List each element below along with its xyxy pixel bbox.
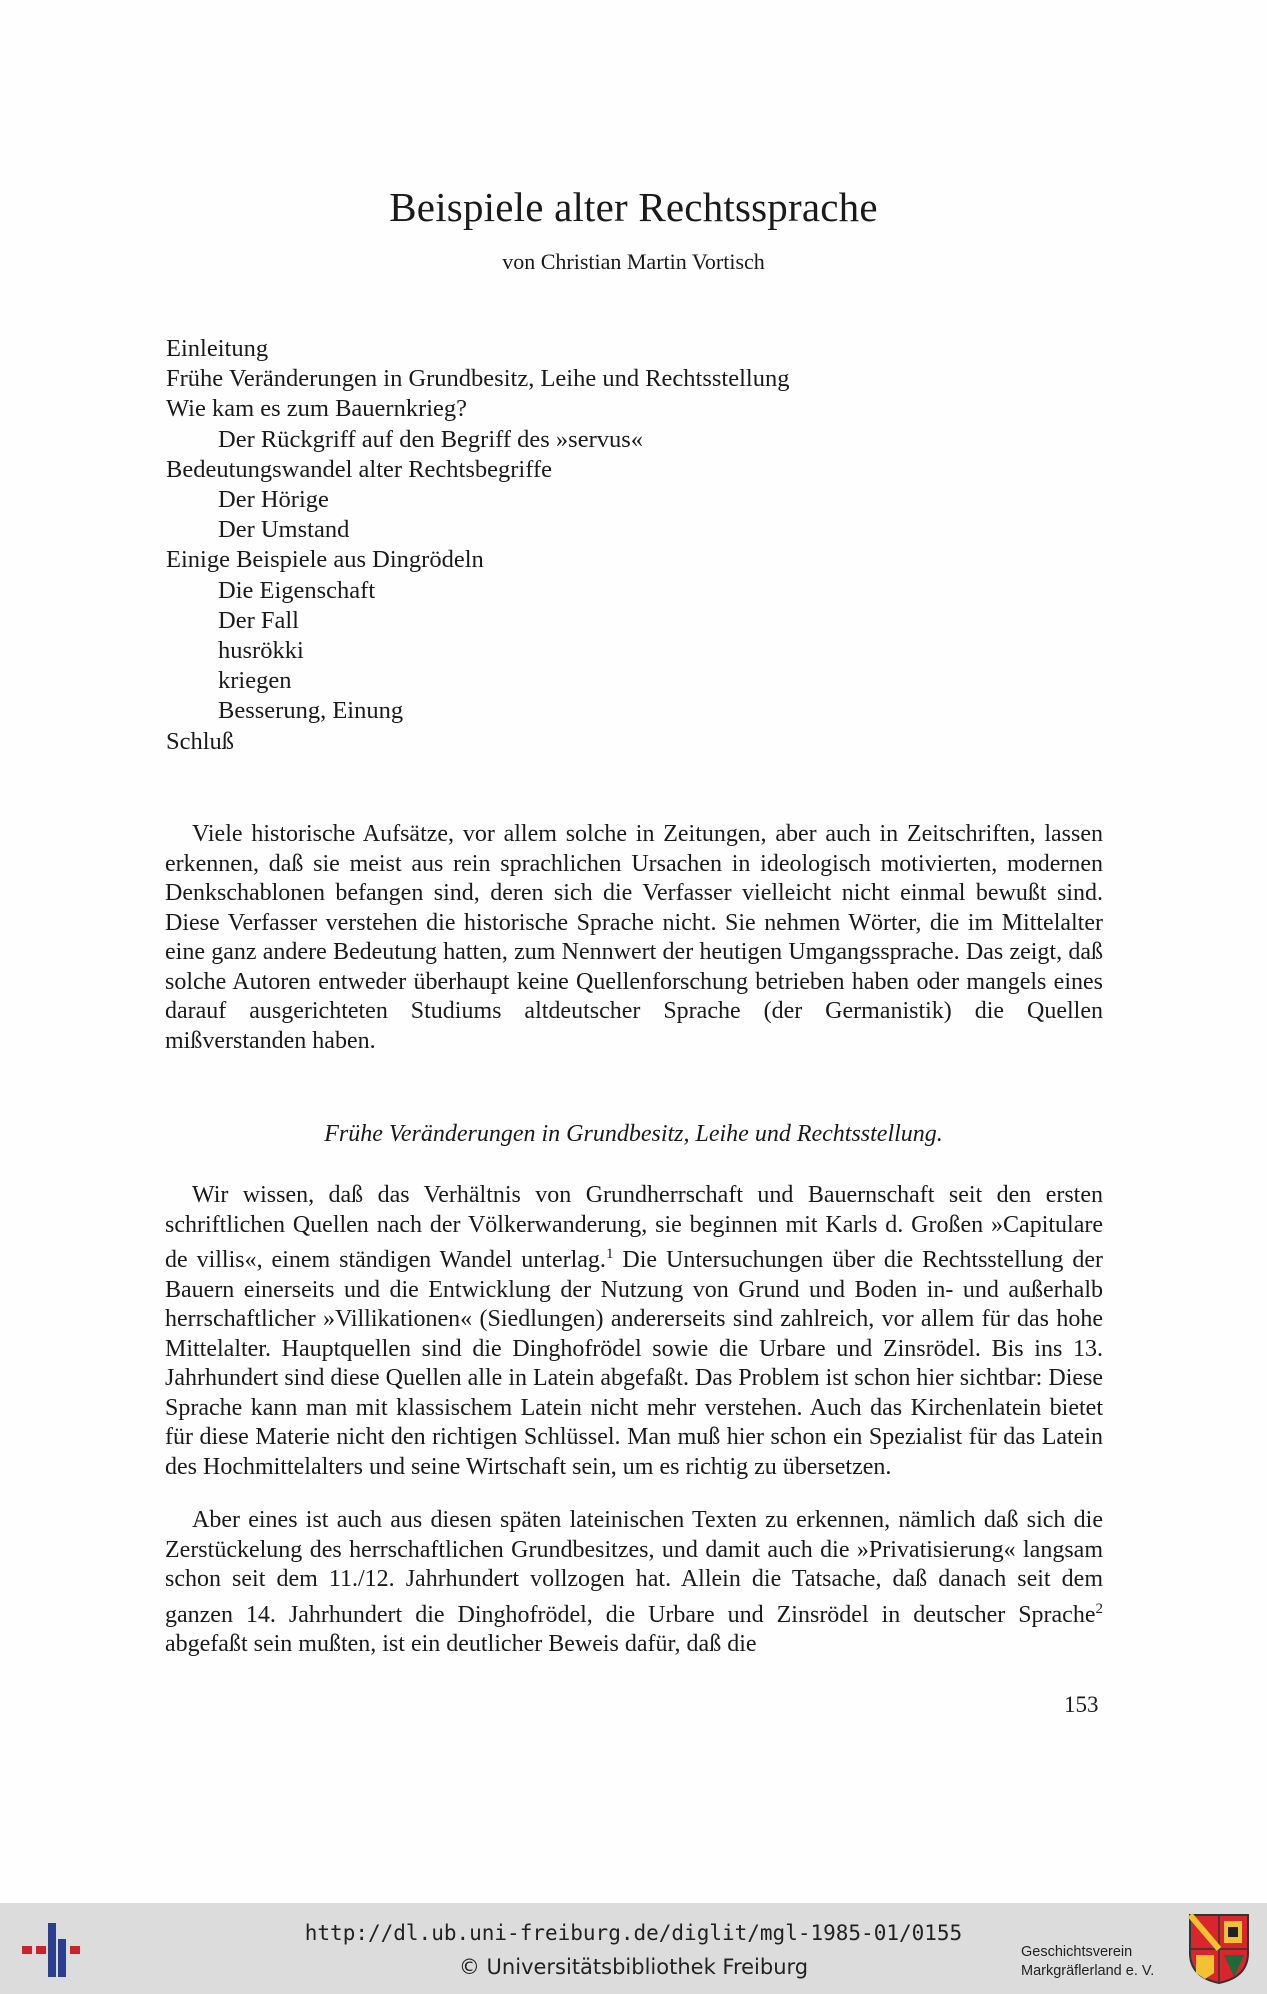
copyright-notice: © Universitätsbibliothek Freiburg: [458, 1955, 809, 1979]
toc-entry: husrökki: [218, 637, 304, 665]
society-name: [1021, 1943, 1181, 1981]
toc-entry: Besserung, Einung: [218, 697, 404, 725]
toc-entry: Bedeutungswandel alter Rechtsbegriffe: [166, 455, 552, 483]
body-text: Die Untersuchungen über die Rechtsstellung der Bauern einerseits und die Entwicklung der Nutzung von Grund und Boden in- und außerhalb herrschaftlicher »Villikationen« (Siedlungen) andererseits sind zahlreich, vor allem für das hohe Mittelalter. Hauptquellen sind die Dinghofrödel sowie die Urbare und Zinsrödel. Bis ins 13. Jahrhundert sind diese Quellen alle in Latein abgefaßt. Das Problem ist schon hier sichtbar: Diese Sprache kann man mit klassischem Latein nicht mehr verstehen. Auch das Kirchenlatein bietet für diese Materie nicht den richtigen Schlüssel. Man muß hier schon ein Spezialist für das Latein des Hochmittelalters und seine Wirtschaft sein, um es richtig zu übersetzen.: [165, 1247, 1103, 1480]
toc-entry: Der Fall: [218, 606, 299, 634]
article-author: von Christian Martin Vortisch: [502, 249, 765, 274]
toc-entry: Schluß: [166, 727, 235, 755]
toc-entry: Einleitung: [166, 335, 269, 362]
toc-entry: Der Umstand: [218, 516, 350, 544]
article-title: Beispiele alter Rechtssprache: [389, 184, 878, 230]
table-of-contents: [166, 334, 789, 757]
society-name-line1: Geschichtsverein: [1021, 1944, 1133, 1960]
section-heading: Frühe Veränderungen in Grundbesitz, Leihe und Rechtsstellung.: [324, 1121, 943, 1147]
coat-of-arms-icon: [1188, 1913, 1250, 1985]
toc-entry: Der Rückgriff auf den Begriff des »servus«: [218, 425, 644, 453]
intro-paragraph: Viele historische Aufsätze, vor allem solche in Zeitungen, aber auch in Zeitschriften, lassen erkennen, daß sie meist aus rein sprachlichen Ursachen in ideologisch motivierten, modernen Denkschablonen befangen sind, deren sich die Verfasser vielleicht nicht einmal bewußt sind. Diese Verfasser verstehen die historische Sprache nicht. Sie nehmen Wörter, die im Mittelalter eine ganz andere Bedeutung hatten, zum Nennwert der heutigen Umgangssprache. Das zeigt, daß solche Autoren entweder überhaupt keine Quellenforschung betrieben haben oder mangels eines darauf ausgerichteten Studiums altdeutscher Sprache (der Germanistik) die Quellen mißverstanden haben.: [165, 821, 1103, 1054]
toc-entry: Frühe Veränderungen in Grundbesitz, Leihe und Rechtsstellung: [166, 365, 790, 393]
document-url-link[interactable]: http://dl.ub.uni-freiburg.de/diglit/mgl-1985-01/0155: [304, 1921, 963, 1945]
body-text: Aber eines ist auch aus diesen späten lateinischen Texten zu erkennen, nämlich daß sich die Zerstückelung des herrschaftlichen Grundbesitzes, und damit auch die »Privatisierung« langsam schon seit dem 11./12. Jahrhundert vollzogen hat. Allein die Tatsache, daß danach seit dem ganzen 14. Jahrhundert die Dinghofrödel, die Urbare und Zinsrödel in deutscher Sprache: [165, 1507, 1103, 1628]
toc-entry: Wie kam es zum Bauernkrieg?: [166, 395, 468, 423]
toc-entry: kriegen: [218, 667, 292, 695]
body-paragraph-1: [165, 1181, 1103, 1482]
toc-entry: Die Eigenschaft: [218, 576, 376, 604]
footnote-marker: 1: [605, 1246, 614, 1262]
body-paragraph-2: [165, 1506, 1103, 1660]
footnote-marker: 2: [1095, 1600, 1103, 1617]
toc-entry: Der Hörige: [218, 486, 329, 514]
body-text: Wir wissen, daß das Verhältnis von Grundherrschaft und Bauernschaft seit den ersten schriftlichen Quellen nach der Völkerwanderung, sie beginnen mit Karls d. Großen »Capitulare de villis«, einem ständigen Wandel unterlag.: [165, 1182, 1103, 1273]
page-number: 153: [1064, 1692, 1099, 1717]
body-text: abgefaßt sein mußten, ist ein deutlicher Beweis dafür, daß die: [165, 1631, 757, 1657]
viewer-footer: [0, 1903, 1267, 1994]
toc-entry: Einige Beispiele aus Dingrödeln: [166, 546, 484, 574]
society-name-line2: Markgräflerland e. V.: [1021, 1963, 1155, 1979]
